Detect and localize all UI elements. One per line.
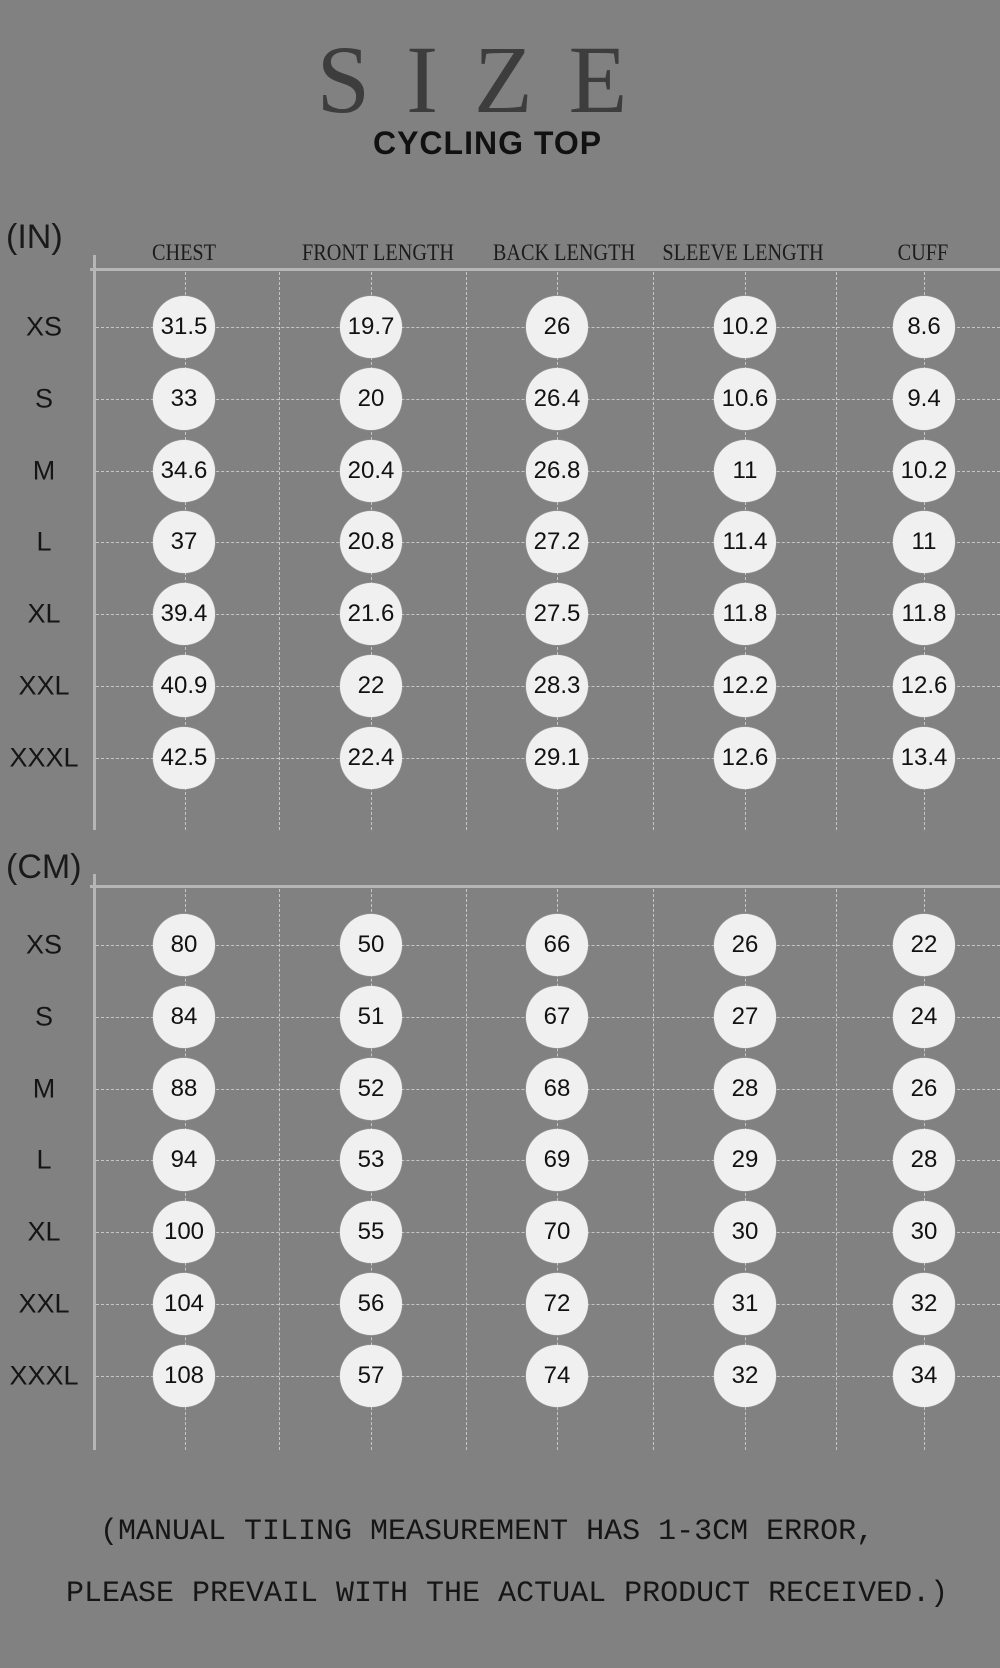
measurement-in-xs-front-length: 19.7 xyxy=(340,296,402,358)
disclaimer-line-1: (MANUAL TILING MEASUREMENT HAS 1-3CM ERROR, xyxy=(100,1515,875,1549)
measurement-cm-xs-chest: 80 xyxy=(153,914,215,976)
size-label-xl: XL xyxy=(27,598,61,629)
measurement-cm-xxl-front-length: 56 xyxy=(340,1273,402,1335)
size-label-xl: XL xyxy=(27,1216,61,1247)
measurement-cm-s-sleeve-length: 27 xyxy=(714,986,776,1048)
size-label-xxl: XXL xyxy=(18,670,70,701)
measurement-cm-xl-back-length: 70 xyxy=(526,1201,588,1263)
grid-dashed-vertical xyxy=(279,272,280,830)
measurement-cm-s-back-length: 67 xyxy=(526,986,588,1048)
measurement-cm-xl-sleeve-length: 30 xyxy=(714,1201,776,1263)
size-label-xxl: XXL xyxy=(18,1288,70,1319)
measurement-cm-xs-back-length: 66 xyxy=(526,914,588,976)
measurement-in-s-front-length: 20 xyxy=(340,368,402,430)
size-label-l: L xyxy=(36,1144,52,1175)
column-header-cuff: CUFF xyxy=(897,240,949,265)
grid-dashed-vertical xyxy=(653,272,654,830)
measurement-in-xl-back-length: 27.5 xyxy=(526,583,588,645)
measurement-in-xs-cuff: 8.6 xyxy=(893,296,955,358)
disclaimer-line-2: PLEASE PREVAIL WITH THE ACTUAL PRODUCT RECEIVED.) xyxy=(66,1577,949,1611)
grid-dashed-vertical xyxy=(466,889,467,1450)
measurement-in-s-cuff: 9.4 xyxy=(893,368,955,430)
page-title: SIZE xyxy=(316,26,664,133)
measurement-cm-m-cuff: 26 xyxy=(893,1058,955,1120)
grid-dashed-vertical xyxy=(836,889,837,1450)
column-header-front-length: FRONT LENGTH xyxy=(302,240,454,265)
measurement-in-s-back-length: 26.4 xyxy=(526,368,588,430)
grid-dashed-vertical xyxy=(466,272,467,830)
measurement-cm-xxxl-sleeve-length: 32 xyxy=(714,1345,776,1407)
measurement-cm-s-chest: 84 xyxy=(153,986,215,1048)
table-left-line xyxy=(93,874,96,1450)
measurement-in-s-sleeve-length: 10.6 xyxy=(714,368,776,430)
measurement-in-xxxl-cuff: 13.4 xyxy=(893,727,955,789)
measurement-cm-l-back-length: 69 xyxy=(526,1129,588,1191)
measurement-in-s-chest: 33 xyxy=(153,368,215,430)
measurement-in-l-back-length: 27.2 xyxy=(526,511,588,573)
size-label-xxxl: XXXL xyxy=(9,1360,79,1391)
table-top-line xyxy=(90,885,1000,888)
measurement-cm-s-cuff: 24 xyxy=(893,986,955,1048)
measurement-cm-xxl-cuff: 32 xyxy=(893,1273,955,1335)
size-label-s: S xyxy=(34,383,53,414)
measurement-in-l-front-length: 20.8 xyxy=(340,511,402,573)
measurement-cm-m-front-length: 52 xyxy=(340,1058,402,1120)
measurement-in-m-sleeve-length: 11 xyxy=(714,440,776,502)
measurement-in-xs-chest: 31.5 xyxy=(153,296,215,358)
measurement-in-xxxl-front-length: 22.4 xyxy=(340,727,402,789)
size-label-s: S xyxy=(34,1001,53,1032)
measurement-cm-l-cuff: 28 xyxy=(893,1129,955,1191)
measurement-cm-xxxl-back-length: 74 xyxy=(526,1345,588,1407)
measurement-in-xxl-cuff: 12.6 xyxy=(893,655,955,717)
measurement-cm-xxxl-chest: 108 xyxy=(153,1345,215,1407)
measurement-cm-xxxl-cuff: 34 xyxy=(893,1345,955,1407)
measurement-cm-xs-sleeve-length: 26 xyxy=(714,914,776,976)
measurement-in-xxxl-sleeve-length: 12.6 xyxy=(714,727,776,789)
measurement-cm-xs-cuff: 22 xyxy=(893,914,955,976)
measurement-in-m-cuff: 10.2 xyxy=(893,440,955,502)
measurement-cm-xxl-sleeve-length: 31 xyxy=(714,1273,776,1335)
size-label-l: L xyxy=(36,526,52,557)
size-label-xxxl: XXXL xyxy=(9,742,79,773)
measurement-in-m-back-length: 26.8 xyxy=(526,440,588,502)
measurement-cm-m-chest: 88 xyxy=(153,1058,215,1120)
measurement-in-m-front-length: 20.4 xyxy=(340,440,402,502)
measurement-cm-m-sleeve-length: 28 xyxy=(714,1058,776,1120)
measurement-in-xxxl-chest: 42.5 xyxy=(153,727,215,789)
measurement-cm-m-back-length: 68 xyxy=(526,1058,588,1120)
column-header-sleeve-length: SLEEVE LENGTH xyxy=(662,240,824,265)
measurement-cm-xxl-chest: 104 xyxy=(153,1273,215,1335)
unit-label-centimeters: (CM) xyxy=(6,848,82,886)
measurement-cm-l-sleeve-length: 29 xyxy=(714,1129,776,1191)
size-label-xs: XS xyxy=(25,929,63,960)
unit-label-inches: (IN) xyxy=(6,218,63,256)
measurement-in-xs-back-length: 26 xyxy=(526,296,588,358)
measurement-in-l-cuff: 11 xyxy=(893,511,955,573)
measurement-in-xxxl-back-length: 29.1 xyxy=(526,727,588,789)
measurement-cm-xl-front-length: 55 xyxy=(340,1201,402,1263)
measurement-cm-xl-cuff: 30 xyxy=(893,1201,955,1263)
measurement-cm-l-chest: 94 xyxy=(153,1129,215,1191)
measurement-in-xl-cuff: 11.8 xyxy=(893,583,955,645)
size-label-m: M xyxy=(32,455,56,486)
measurement-in-xxl-sleeve-length: 12.2 xyxy=(714,655,776,717)
measurement-in-xxl-chest: 40.9 xyxy=(153,655,215,717)
measurement-cm-s-front-length: 51 xyxy=(340,986,402,1048)
measurement-cm-xxl-back-length: 72 xyxy=(526,1273,588,1335)
grid-dashed-vertical xyxy=(279,889,280,1450)
measurement-in-l-sleeve-length: 11.4 xyxy=(714,511,776,573)
grid-dashed-vertical xyxy=(653,889,654,1450)
size-label-m: M xyxy=(32,1073,56,1104)
table-top-line xyxy=(90,268,1000,271)
measurement-cm-xxxl-front-length: 57 xyxy=(340,1345,402,1407)
measurement-in-xl-front-length: 21.6 xyxy=(340,583,402,645)
measurement-in-l-chest: 37 xyxy=(153,511,215,573)
measurement-in-xl-chest: 39.4 xyxy=(153,583,215,645)
measurement-in-xxl-front-length: 22 xyxy=(340,655,402,717)
measurement-cm-l-front-length: 53 xyxy=(340,1129,402,1191)
measurement-cm-xl-chest: 100 xyxy=(153,1201,215,1263)
measurement-in-xs-sleeve-length: 10.2 xyxy=(714,296,776,358)
measurement-in-xxl-back-length: 28.3 xyxy=(526,655,588,717)
measurement-cm-xs-front-length: 50 xyxy=(340,914,402,976)
measurement-in-xl-sleeve-length: 11.8 xyxy=(714,583,776,645)
page-subtitle: CYCLING TOP xyxy=(372,125,603,161)
grid-dashed-vertical xyxy=(836,272,837,830)
column-header-chest: CHEST xyxy=(151,240,217,265)
size-label-xs: XS xyxy=(25,311,63,342)
column-header-back-length: BACK LENGTH xyxy=(492,240,636,265)
measurement-in-m-chest: 34.6 xyxy=(153,440,215,502)
